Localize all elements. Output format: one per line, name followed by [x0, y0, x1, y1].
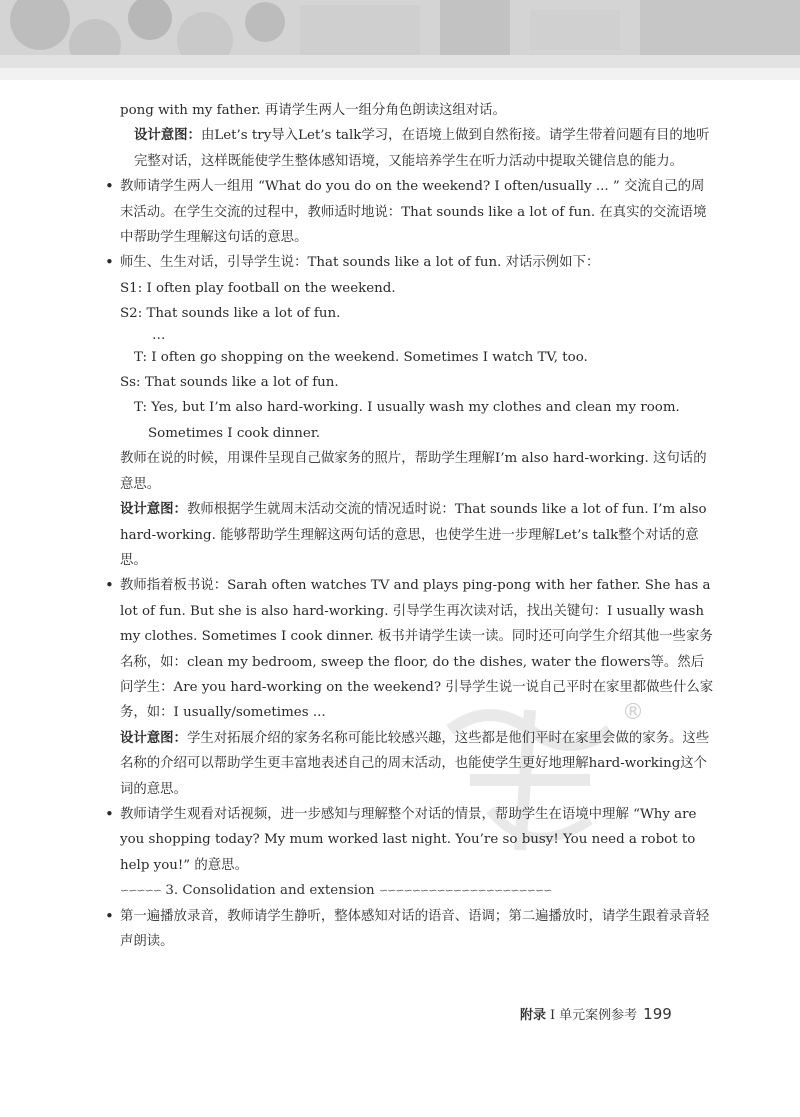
- footer-subtitle: 单元案例参考: [559, 1008, 638, 1023]
- section-wave-left: ∽∽∽∽∽: [120, 884, 162, 898]
- design-intent-text: 学生对拓展介绍的家务名称可能比较感兴趣，这些都是他们平时在家里会做的家务。这些名称的介绍可以帮助学生更丰富地表述自己的周末活动，也能使学生更好地理解hard-working这个词的意思。: [120, 730, 710, 797]
- section-wave-right: ∽∽∽∽∽∽∽∽∽∽∽∽∽∽∽∽∽∽∽∽∽: [378, 884, 552, 898]
- dialogue-line-s2: S2: That sounds like a lot of fun.: [120, 306, 341, 322]
- design-intent-1: [120, 123, 716, 174]
- design-intent-text: 由Let’s try导入Let’s talk学习，在语境上做到自然衔接。请学生带着问题有目的地听完整对话，这样既能使学生整体感知语境，又能培养学生在听力活动中提取关键信息的能力。: [134, 128, 710, 169]
- bullet-item-2: • 师生、生生对话，引导学生说：That sounds like a lot of fun. 对话示例如下：: [120, 250, 716, 275]
- footer-section: 附录: [520, 1008, 547, 1023]
- header-decoration: [0, 0, 800, 80]
- paragraph-continuation: pong with my father. 再请学生两人一组分角色朗读这组对话。: [120, 103, 506, 118]
- section-title: 3. Consolidation and extension: [165, 883, 375, 899]
- design-intent-3: [120, 726, 716, 802]
- design-intent-label: 设计意图：: [120, 501, 187, 518]
- page-body: [120, 98, 716, 954]
- design-intent-2: [120, 497, 716, 573]
- page-number: 199: [643, 1005, 672, 1023]
- dialogue-line-ss: Ss: That sounds like a lot of fun.: [120, 375, 339, 391]
- header-illustration: [0, 0, 800, 80]
- page-footer: [520, 1004, 720, 1028]
- paragraph-after-dialogue: 教师在说的时候，用课件呈现自己做家务的照片，帮助学生理解I’m also hard-working. 这句话的意思。: [120, 451, 707, 492]
- design-intent-label: 设计意图：: [134, 127, 201, 144]
- dialogue-line-t2: [120, 395, 716, 446]
- bullet-item-5: • 第一遍播放录音，教师请学生静听，整体感知对话的语音、语调；第二遍播放时，请学生跟着录音轻声朗读。: [120, 904, 716, 955]
- dialogue-ellipsis: …: [152, 327, 166, 343]
- bullet-item-3: • 教师指着板书说：Sarah often watches TV and plays ping-pong with her father. She has a lot of fun. But she is also hard-working. 引导学生再次读对话，找出关键句：I usually wash my clothes. Sometimes I cook dinner. 板书并请学生读一读。同时还可向学生介绍其他一些家务名称，如：clean my bedroom, sweep the floor, do the dishes, water the flowers等。然后问学生：Are you hard-working on the weekend? 引导学生说一说自己平时在家里都做些什么家务，如：I usually/sometimes ...: [120, 573, 716, 725]
- dialogue-line-t1: T: I often go shopping on the weekend. Sometimes I watch TV, too.: [134, 349, 588, 365]
- section-heading: [120, 878, 716, 903]
- design-intent-label: 设计意图：: [120, 729, 187, 746]
- dialogue-line-s1: S1: I often play football on the weekend.: [120, 280, 396, 296]
- watermark-registered-mark: ®: [622, 700, 644, 725]
- bullet-item-1: • 教师请学生两人一组用 “What do you do on the weekend? I often/usually ... ” 交流自己的周末活动。在学生交流的过程中，教师适时地说：That sounds like a lot of fun. 在真实的交流语境中帮助学生理解这句话的意思。: [120, 174, 716, 250]
- dialogue-line-t2-text: T: Yes, but I’m also hard-working. I usually wash my clothes and clean my room. Sometimes I cook dinner.: [134, 400, 680, 441]
- footer-divider: Ⅰ: [550, 1008, 556, 1023]
- design-intent-text: 教师根据学生就周末活动交流的情况适时说：That sounds like a lot of fun. I’m also hard-working. 能够帮助学生理解这两句话的意思，也使学生进一步理解Let’s talk整个对话的意思。: [120, 502, 707, 568]
- bullet-item-4: • 教师请学生观看对话视频，进一步感知与理解整个对话的情景，帮助学生在语境中理解 “Why are you shopping today? My mum worked last night. You’re so busy! You need a robot to help you!” 的意思。: [120, 802, 716, 878]
